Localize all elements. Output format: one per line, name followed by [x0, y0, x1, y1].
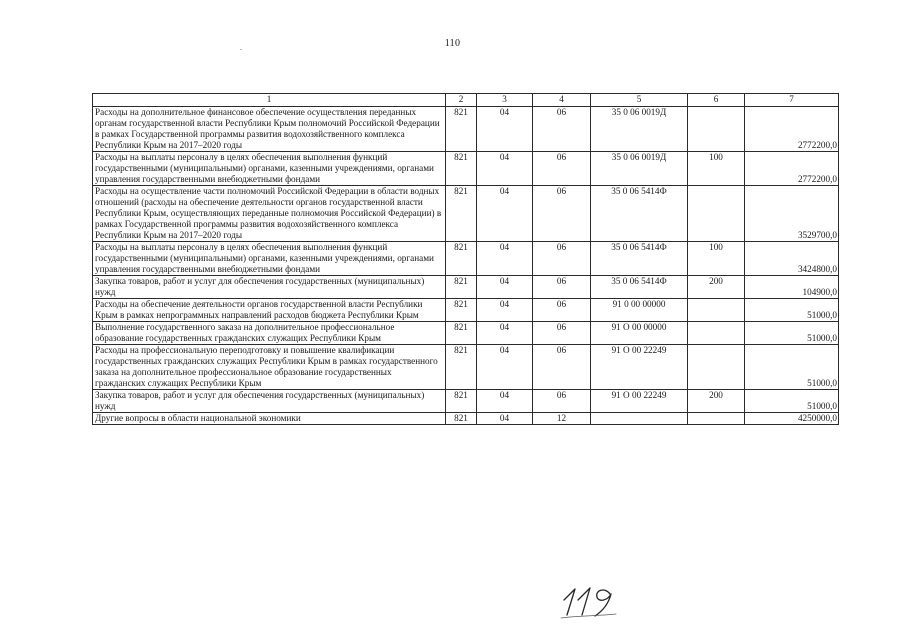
department-code: 821 — [446, 242, 477, 276]
section-code: 04 — [477, 390, 533, 413]
subsection-code: 06 — [533, 107, 591, 152]
table-row — [93, 345, 839, 390]
expense-type-code — [688, 322, 745, 345]
subsection-code: 06 — [533, 322, 591, 345]
department-code: 821 — [446, 345, 477, 390]
expense-type-code — [688, 107, 745, 152]
table-row — [93, 107, 839, 152]
expense-type-code — [688, 413, 745, 425]
section-code: 04 — [477, 276, 533, 299]
table-row — [93, 276, 839, 299]
expense-type-code: 200 — [688, 390, 745, 413]
expense-description: Выполнение государственного заказа на дополнительное профессиональное образование государственных гражданских служащих Республики Крым — [93, 322, 446, 345]
expense-description: Расходы на профессиональную переподготовку и повышение квалификации государственных гражданских служащих Республики Крым в рамках государственного заказа на дополнительное профессиональное образование государственных гражданских служащих Республики Крым — [93, 345, 446, 390]
column-header: 5 — [591, 94, 688, 107]
target-article-code: 91 О 00 00000 — [591, 322, 688, 345]
expense-description: Расходы на выплаты персоналу в целях обеспечения выполнения функций государственными (муниципальными) органами, казенными учреждениями, органами управления государственными внебюджетными фондами — [93, 152, 446, 186]
column-header: 3 — [477, 94, 533, 107]
table-row — [93, 413, 839, 425]
expense-type-code: 100 — [688, 152, 745, 186]
scan-artifact — [240, 49, 242, 50]
amount: 3529700,0 — [745, 186, 839, 242]
expense-description: Расходы на обеспечение деятельности органов государственной власти Республики Крым в рамках непрограммных направлений расходов бюджета Республики Крым — [93, 299, 446, 322]
expense-description: Расходы на дополнительное финансовое обеспечение осуществления переданных органам государственной власти Республики Крым полномочий Российской Федерации в рамках Государственной программы развития водохозяйственного комплекса Республики Крым на 2017–2020 годы — [93, 107, 446, 152]
table-row — [93, 390, 839, 413]
section-code: 04 — [477, 242, 533, 276]
expense-description: Расходы на выплаты персоналу в целях обеспечения выполнения функций государственными (муниципальными) органами, казенными учреждениями, органами управления государственными внебюджетными фондами — [93, 242, 446, 276]
section-code: 04 — [477, 322, 533, 345]
table-header-row — [93, 94, 839, 107]
target-article-code: 91 О 00 22249 — [591, 390, 688, 413]
section-code: 04 — [477, 299, 533, 322]
table-row — [93, 242, 839, 276]
target-article-code: 91 0 00 00000 — [591, 299, 688, 322]
column-header: 4 — [533, 94, 591, 107]
expense-description: Закупка товаров, работ и услуг для обеспечения государственных (муниципальных) нужд — [93, 390, 446, 413]
expense-description: Другие вопросы в области национальной экономики — [93, 413, 446, 425]
target-article-code: 91 О 00 22249 — [591, 345, 688, 390]
subsection-code: 06 — [533, 276, 591, 299]
subsection-code: 06 — [533, 242, 591, 276]
table-row — [93, 152, 839, 186]
column-header: 6 — [688, 94, 745, 107]
subsection-code: 06 — [533, 186, 591, 242]
expense-description: Закупка товаров, работ и услуг для обеспечения государственных (муниципальных) нужд — [93, 276, 446, 299]
section-code: 04 — [477, 413, 533, 425]
section-code: 04 — [477, 152, 533, 186]
target-article-code — [591, 413, 688, 425]
department-code: 821 — [446, 186, 477, 242]
column-header: 2 — [446, 94, 477, 107]
expense-type-code: 200 — [688, 276, 745, 299]
column-header: 7 — [745, 94, 839, 107]
expense-description: Расходы на осуществление части полномочий Российской Федерации в области водных отношений (расходы на обеспечение деятельности органов государственной власти Республики Крым, осуществляющих переданные полномочия Российской Федерации) в рамках Государственной программы развития водохозяйственного комплекса Республики Крым на 2017–2020 годы — [93, 186, 446, 242]
department-code: 821 — [446, 390, 477, 413]
amount: 51000,0 — [745, 345, 839, 390]
table-row — [93, 186, 839, 242]
target-article-code: 35 0 06 0019Д — [591, 107, 688, 152]
amount: 51000,0 — [745, 322, 839, 345]
department-code: 821 — [446, 107, 477, 152]
expense-type-code — [688, 299, 745, 322]
section-code: 04 — [477, 186, 533, 242]
department-code: 821 — [446, 152, 477, 186]
department-code: 821 — [446, 413, 477, 425]
subsection-code: 12 — [533, 413, 591, 425]
target-article-code: 35 0 06 5414Ф — [591, 186, 688, 242]
target-article-code: 35 0 06 0019Д — [591, 152, 688, 186]
amount: 104900,0 — [745, 276, 839, 299]
department-code: 821 — [446, 322, 477, 345]
section-code: 04 — [477, 345, 533, 390]
table-row — [93, 299, 839, 322]
amount: 2772200,0 — [745, 152, 839, 186]
amount: 4250000,0 — [745, 413, 839, 425]
expense-type-code — [688, 186, 745, 242]
department-code: 821 — [446, 299, 477, 322]
subsection-code: 06 — [533, 345, 591, 390]
page-number: 110 — [444, 38, 461, 49]
target-article-code: 35 0 06 5414Ф — [591, 242, 688, 276]
handwritten-page-number — [558, 585, 626, 621]
department-code: 821 — [446, 276, 477, 299]
section-code: 04 — [477, 107, 533, 152]
subsection-code: 06 — [533, 152, 591, 186]
table-row — [93, 322, 839, 345]
amount: 51000,0 — [745, 390, 839, 413]
subsection-code: 06 — [533, 390, 591, 413]
amount: 3424800,0 — [745, 242, 839, 276]
subsection-code: 06 — [533, 299, 591, 322]
table-body — [93, 107, 839, 425]
amount: 51000,0 — [745, 299, 839, 322]
amount: 2772200,0 — [745, 107, 839, 152]
expense-type-code: 100 — [688, 242, 745, 276]
budget-table — [92, 93, 839, 425]
expense-type-code — [688, 345, 745, 390]
column-header: 1 — [93, 94, 446, 107]
target-article-code: 35 0 06 5414Ф — [591, 276, 688, 299]
